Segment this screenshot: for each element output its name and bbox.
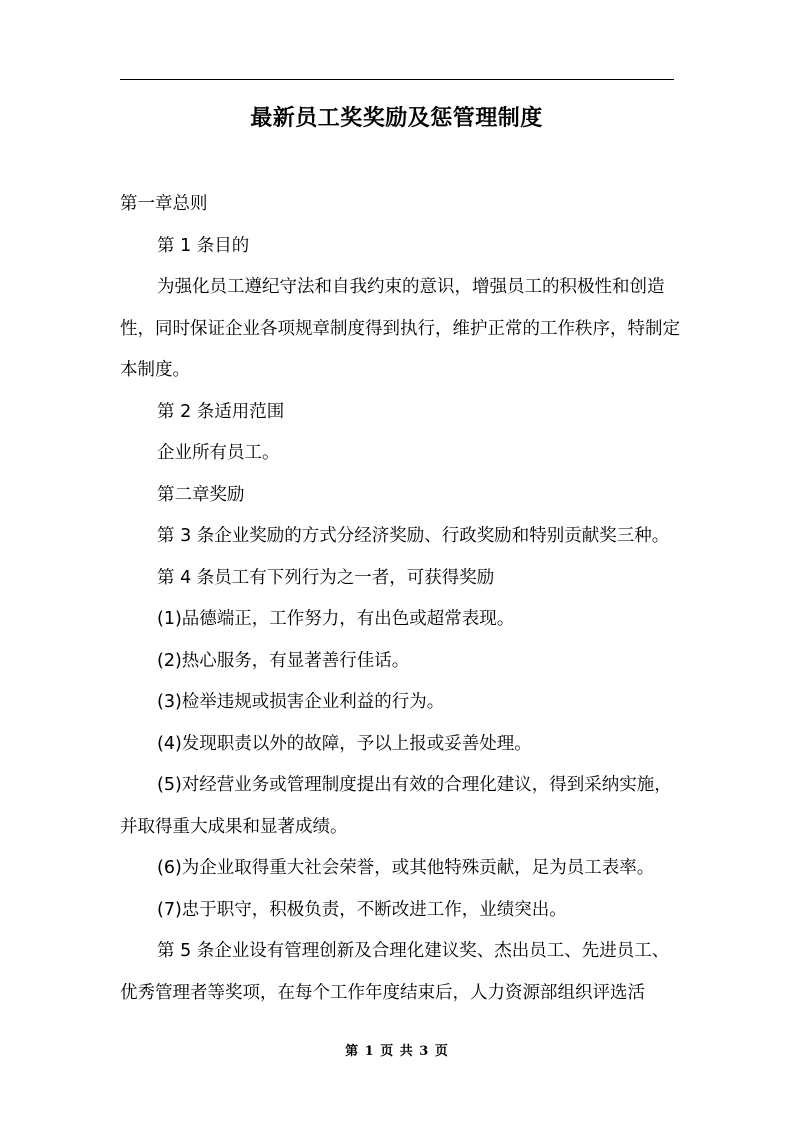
article-paragraph: 第 5 条企业设有管理创新及合理化建议奖、杰出员工、先进员工、优秀管理者等奖项，在每个工作年度结束后，人力资源部组织评选活 [120, 941, 670, 1003]
list-item: (4)发现职责以外的故障，予以上报或妥善处理。 [157, 733, 532, 754]
article-paragraph: 第 3 条企业奖励的方式分经济奖励、行政奖励和特别贡献奖三种。 [157, 526, 670, 546]
list-item: (2)热心服务，有显著善行佳话。 [157, 650, 410, 671]
article-paragraph: 第 4 条员工有下列行为之一者，可获得奖励 [157, 567, 495, 588]
list-item: (7)忠于职守，积极负责，不断改进工作，业绩突出。 [157, 899, 567, 920]
list-item: (1)品德端正，工作努力，有出色或超常表现。 [157, 609, 515, 629]
chapter-heading: 第一章总则 [120, 194, 208, 214]
article-heading: 第 1 条目的 [157, 235, 250, 256]
header-divider [120, 79, 674, 80]
list-item: (6)为企业取得重大社会荣誉，或其他特殊贡献，足为员工表率。 [157, 858, 655, 878]
page-number-footer: 第 1 页 共 3 页 [345, 1044, 448, 1059]
chapter-heading: 第二章奖励 [157, 484, 245, 505]
list-item: (3)检举违规或损害企业利益的行为。 [157, 692, 445, 712]
article-heading: 第 2 条适用范围 [157, 401, 285, 422]
document-title: 最新员工奖奖励及惩管理制度 [250, 106, 543, 131]
body-paragraph: 企业所有员工。 [157, 443, 280, 463]
document-body [120, 184, 680, 1014]
body-paragraph: 为强化员工遵纪守法和自我约束的意识，增强员工的积极性和创造性，同时保证企业各项规章制度得到执行，维护正常的工作秩序，特制定本制度。 [120, 277, 680, 380]
list-item: (5)对经营业务或管理制度提出有效的合理化建议，得到采纳实施，并取得重大成果和显著成绩。 [120, 775, 672, 837]
